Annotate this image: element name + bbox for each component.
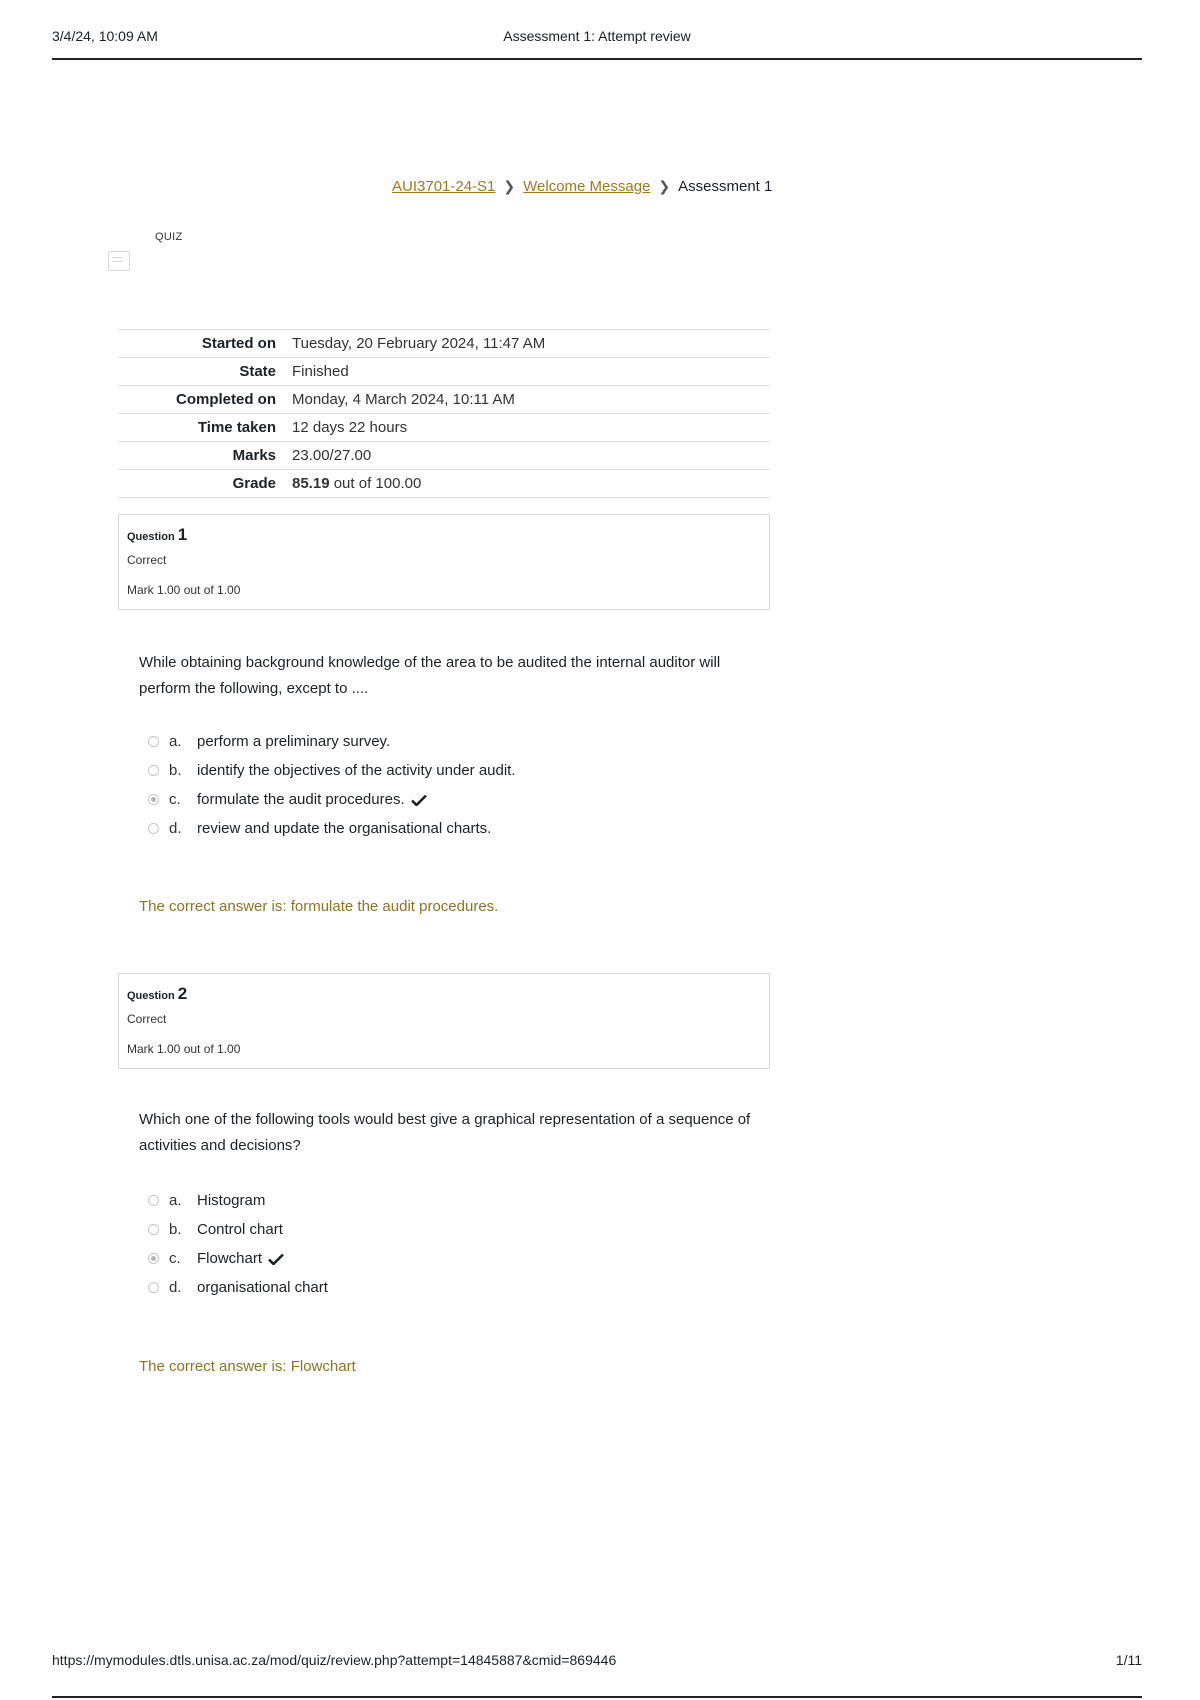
question-info-box — [118, 973, 770, 1069]
answer-option[interactable] — [148, 1244, 328, 1273]
summary-label: Started on — [118, 330, 292, 358]
question-grade: Mark 1.00 out of 1.00 — [127, 1042, 241, 1056]
question-number: Question 2 — [127, 984, 188, 1003]
correct-answer-feedback: The correct answer is: Flowchart — [139, 1358, 356, 1375]
summary-value: Monday, 4 March 2024, 10:11 AM — [292, 386, 770, 414]
print-header — [52, 26, 1142, 60]
question-number: Question 1 — [127, 525, 188, 544]
radio-button[interactable] — [148, 1195, 159, 1206]
question-state: Correct — [127, 553, 167, 567]
summary-label: State — [118, 358, 292, 386]
answer-option[interactable] — [148, 785, 516, 814]
option-text: review and update the organisational charts. — [197, 820, 492, 837]
answer-option[interactable] — [148, 814, 516, 843]
attempt-summary-table — [118, 329, 770, 498]
option-text: Histogram — [197, 1192, 266, 1209]
question-grade: Mark 1.00 out of 1.00 — [127, 583, 241, 597]
check-icon — [268, 1253, 284, 1265]
radio-button-selected[interactable] — [148, 1253, 159, 1264]
option-text: Flowchart — [197, 1250, 263, 1267]
option-letter: c. — [169, 791, 181, 808]
summary-row — [118, 358, 770, 386]
chevron-right-icon: ❯ — [503, 178, 516, 194]
question-text: Which one of the following tools would best give a graphical representation of a sequence of activities and decisions? — [139, 1111, 751, 1154]
option-letter: d. — [169, 820, 182, 837]
answer-option[interactable] — [148, 1215, 328, 1244]
question-text: While obtaining background knowledge of the area to be audited the internal auditor will perform the following, except to .... — [139, 654, 721, 697]
summary-row — [118, 414, 770, 442]
summary-label: Grade — [118, 470, 292, 498]
breadcrumb-current: Assessment 1 — [678, 178, 773, 195]
summary-label: Time taken — [118, 414, 292, 442]
option-letter: c. — [169, 1250, 181, 1267]
activity-type-label: QUIZ — [155, 231, 183, 243]
summary-row — [118, 470, 770, 498]
option-letter: a. — [169, 1192, 182, 1209]
radio-button[interactable] — [148, 823, 159, 834]
answer-option[interactable] — [148, 756, 516, 785]
print-title: Assessment 1: Attempt review — [503, 28, 691, 44]
option-letter: b. — [169, 762, 182, 779]
summary-row — [118, 330, 770, 358]
summary-value: 23.00/27.00 — [292, 442, 770, 470]
summary-row — [118, 386, 770, 414]
check-icon — [411, 794, 427, 806]
answer-option[interactable] — [148, 727, 516, 756]
radio-button[interactable] — [148, 765, 159, 776]
answer-options — [148, 727, 516, 843]
option-letter: b. — [169, 1221, 182, 1238]
summary-value — [292, 470, 770, 498]
breadcrumb-section-link[interactable]: Welcome Message — [523, 178, 651, 195]
correct-answer-feedback: The correct answer is: formulate the audit procedures. — [139, 898, 499, 915]
answer-option[interactable] — [148, 1186, 328, 1215]
answer-options — [148, 1186, 328, 1302]
radio-button[interactable] — [148, 736, 159, 747]
radio-button[interactable] — [148, 1224, 159, 1235]
summary-value: Tuesday, 20 February 2024, 11:47 AM — [292, 330, 770, 358]
answer-option[interactable] — [148, 1273, 328, 1302]
radio-button[interactable] — [148, 1282, 159, 1293]
radio-button-selected[interactable] — [148, 794, 159, 805]
summary-row — [118, 442, 770, 470]
grade-score: 85.19 — [292, 475, 330, 492]
option-text: formulate the audit procedures. — [197, 791, 405, 808]
print-url: https://mymodules.dtls.unisa.ac.za/mod/quiz/review.php?attempt=14845887&cmid=869446 — [52, 1652, 617, 1668]
breadcrumb — [392, 178, 772, 195]
option-letter: d. — [169, 1279, 182, 1296]
option-text: perform a preliminary survey. — [197, 733, 391, 750]
option-letter: a. — [169, 733, 182, 750]
grade-out-of: out of 100.00 — [329, 475, 422, 492]
summary-label: Completed on — [118, 386, 292, 414]
option-text: identify the objectives of the activity under audit. — [197, 762, 516, 779]
breadcrumb-course-link[interactable]: AUI3701-24-S1 — [392, 178, 496, 195]
quiz-icon — [108, 251, 130, 271]
question-state: Correct — [127, 1012, 167, 1026]
summary-label: Marks — [118, 442, 292, 470]
option-text: organisational chart — [197, 1279, 328, 1296]
summary-value: Finished — [292, 358, 770, 386]
summary-value: 12 days 22 hours — [292, 414, 770, 442]
page-number: 1/11 — [1115, 1652, 1142, 1668]
option-text: Control chart — [197, 1221, 283, 1238]
print-datetime: 3/4/24, 10:09 AM — [52, 28, 158, 44]
print-footer — [52, 1652, 1142, 1698]
chevron-right-icon: ❯ — [658, 178, 671, 194]
question-info-box — [118, 514, 770, 610]
